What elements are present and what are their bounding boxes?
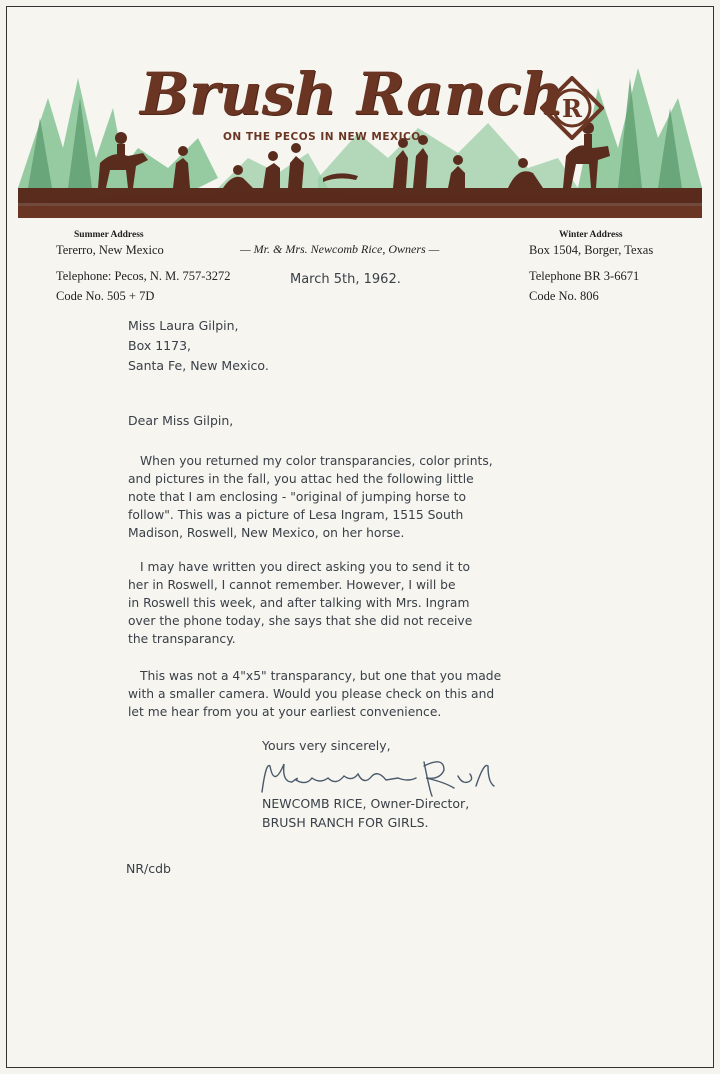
inside-address-line: Box 1173,: [128, 338, 191, 353]
paragraph-line: over the phone today, she says that she did not receive: [128, 614, 473, 628]
signature-block: [262, 794, 469, 832]
winter-address-heading: Winter Address: [559, 230, 623, 240]
paragraph-line: with a smaller camera. Would you please check on this and: [128, 687, 495, 701]
paragraph-line: in Roswell this week, and after talking with Mrs. Ingram: [128, 596, 470, 610]
logo-letter: R: [562, 94, 582, 123]
inside-address-line: Miss Laura Gilpin,: [128, 318, 239, 333]
paragraph-line: When you returned my color transparancies, color prints,: [140, 454, 493, 468]
summer-code: Code No. 505 + 7D: [56, 289, 155, 303]
inside-address-line: Santa Fe, New Mexico.: [128, 358, 269, 373]
winter-address-line: Box 1504, Borger, Texas: [529, 243, 654, 257]
paragraph-line: follow". This was a picture of Lesa Ingram, 1515 South: [128, 508, 464, 522]
paragraph-line: I may have written you direct asking you to send it to: [140, 560, 471, 574]
paragraph-line: her in Roswell, I cannot remember. However, I will be: [128, 578, 456, 592]
winter-telephone: Telephone BR 3-6671: [529, 269, 640, 283]
summer-telephone: Telephone: Pecos, N. M. 757-3272: [56, 269, 231, 283]
closing: Yours very sincerely,: [262, 738, 391, 753]
summer-address: [56, 230, 230, 306]
winter-code: Code No. 806: [529, 289, 599, 303]
letter-date: March 5th, 1962.: [290, 272, 401, 287]
inside-address: [128, 316, 269, 376]
summer-address-line: Tererro, New Mexico: [56, 243, 164, 257]
paragraph-1: [128, 452, 493, 542]
letterhead: [18, 38, 702, 218]
paragraph-line: and pictures in the fall, you attac hed the following little: [128, 472, 474, 486]
paragraph-line: Madison, Roswell, New Mexico, on her horse.: [128, 526, 405, 540]
paragraph-line: the transparancy.: [128, 632, 236, 646]
winter-address: [529, 230, 653, 306]
paragraph-line: This was not a 4"x5" transparancy, but one that you made: [140, 669, 502, 683]
paragraph-3: [128, 667, 501, 721]
letterhead-title: Brush Ranch: [140, 60, 564, 128]
owners-line: — Mr. & Mrs. Newcomb Rice, Owners —: [240, 242, 440, 256]
summer-address-heading: Summer Address: [74, 230, 144, 240]
salutation: Dear Miss Gilpin,: [128, 413, 234, 428]
paragraph-2: [128, 558, 472, 648]
paragraph-line: note that I am enclosing - "original of jumping horse to: [128, 490, 466, 504]
signer-organization: BRUSH RANCH FOR GIRLS.: [262, 815, 429, 830]
typist-initials: NR/cdb: [126, 861, 171, 876]
paragraph-line: let me hear from you at your earliest convenience.: [128, 705, 442, 719]
signer-name-title: NEWCOMB RICE, Owner-Director,: [262, 796, 470, 811]
letterhead-subtitle: ON THE PECOS IN NEW MEXICO: [223, 131, 421, 143]
ranch-logo-icon: [540, 76, 604, 140]
